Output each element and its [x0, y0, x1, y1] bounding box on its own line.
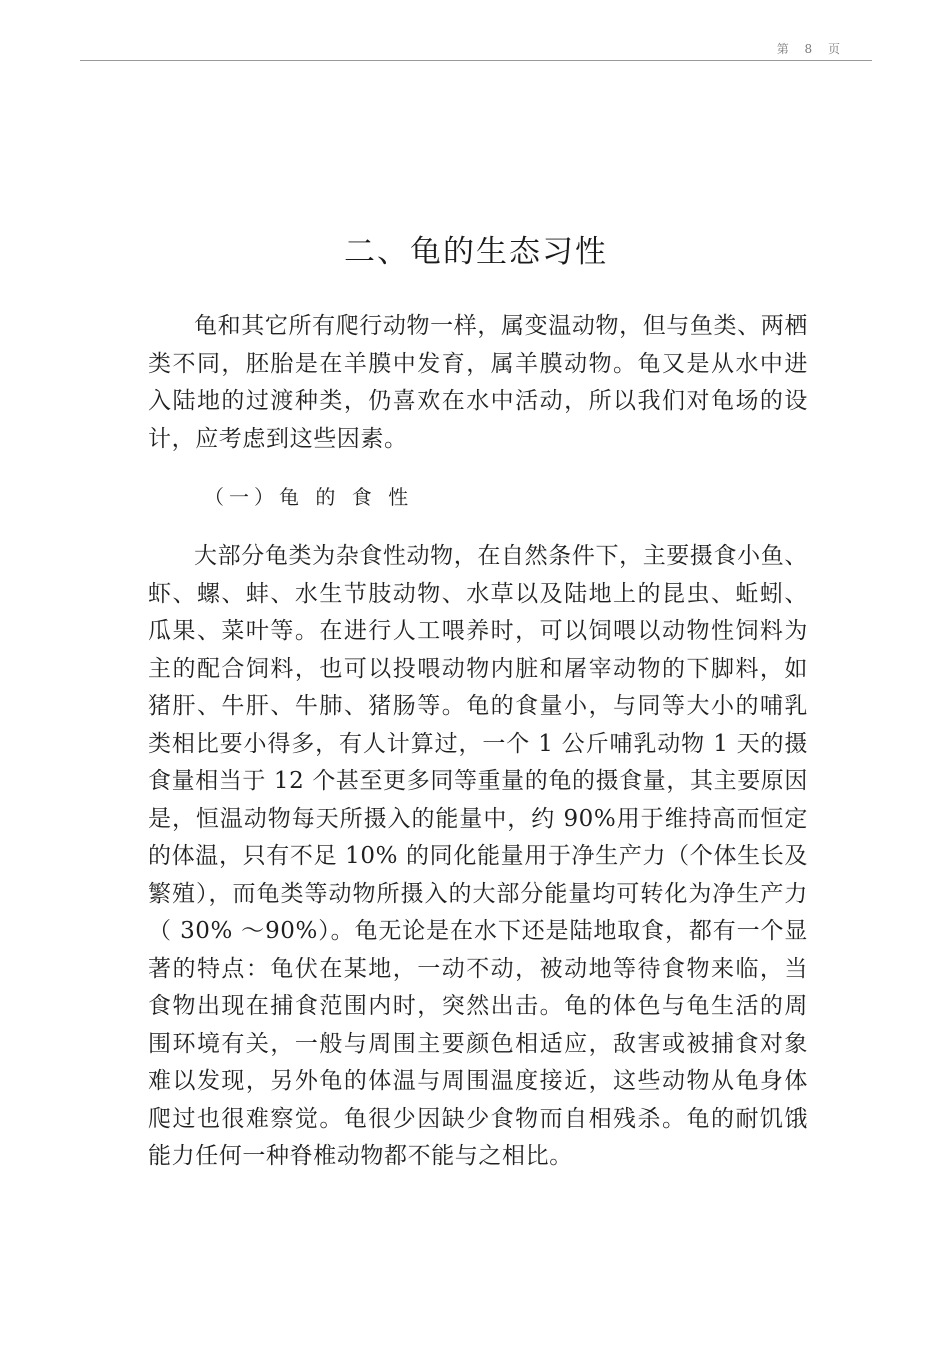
page-number: 第 8 页	[776, 42, 846, 56]
page-header	[80, 40, 872, 61]
section-heading-feeding: （一）龟 的 食 性	[204, 485, 414, 509]
chapter-title: 二、龟的生态习性	[344, 234, 608, 270]
intro-paragraph: 龟和其它所有爬行动物一样，属变温动物，但与鱼类、两栖类不同，胚胎是在羊膜中发育，属羊膜动物。龟又是从水中进入陆地的过渡种类，仍喜欢在水中活动，所以我们对龟场的设计，应考虑到这些因素。	[148, 313, 808, 452]
feeding-paragraph: 大部分龟类为杂食性动物，在自然条件下，主要摄食小鱼、虾、螺、蚌、水生节肢动物、水草以及陆地上的昆虫、蚯蚓、瓜果、菜叶等。在进行人工喂养时，可以饲喂以动物性饲料为主的配合饲料，也可以投喂动物内脏和屠宰动物的下脚料，如猪肝、牛肝、牛肺、猪肠等。龟的食量小，与同等大小的哺乳类相比要小得多，有人计算过，一个 1 公斤哺乳动物 1 天的摄食量相当于 12 个甚至更多同等重量的龟的摄食量，其主要原因是，恒温动物每天所摄入的能量中，约 90%用于维持高而恒定的体温，只有不足 10% 的同化能量用于净生产力（个体生长及繁殖），而龟类等动物所摄入的大部分能量均可转化为净生产力（ 30% ～90%）。龟无论是在水下还是陆地取食，都有一个显著的特点：龟伏在某地，一动不动，被动地等待食物来临，当食物出现在捕食范围内时，突然出击。龟的体色与龟生活的周围环境有关，一般与周围主要颜色相适应，敌害或被捕食对象难以发现，另外龟的体温与周围温度接近，这些动物从龟身体爬过也很难察觉。龟很少因缺少食物而自相残杀。龟的耐饥饿能力任何一种脊椎动物都不能与之相比。	[148, 543, 808, 1169]
